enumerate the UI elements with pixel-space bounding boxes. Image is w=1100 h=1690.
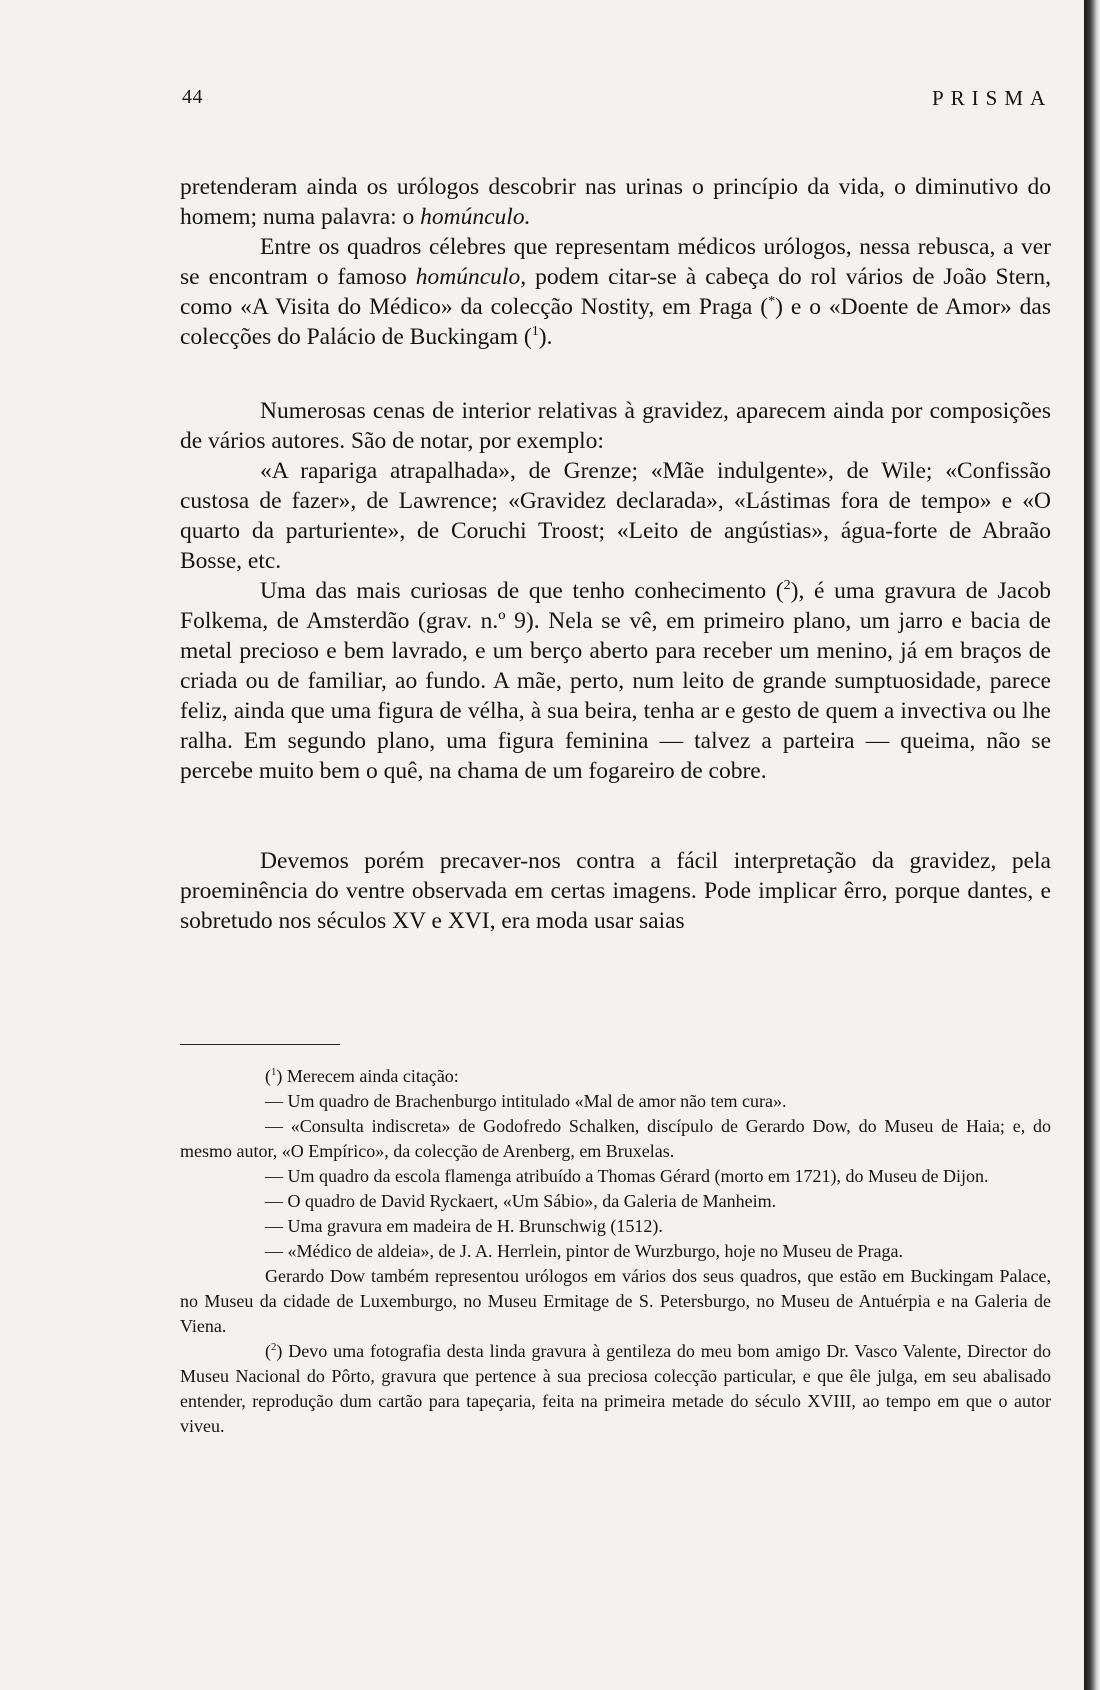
paragraph-2-text-c: ) e o «Doente de Amor» das colecções do Palácio de Buckingam ( xyxy=(180,294,1051,350)
page-number: 44 xyxy=(182,86,203,108)
footnote-1-intro: ($^1$) Merecem ainda citação: xyxy=(265,1066,459,1086)
running-title: PRISMA xyxy=(932,86,1053,110)
paragraph-2-text-a: Entre os quadros célebres que representam médicos urólogos, nessa rebusca, a ver se encontram o famoso xyxy=(180,234,1051,290)
asterisk-reference: * xyxy=(768,293,776,310)
footnote-2: ($^2$) Devo uma fotografia desta linda gravura à gentileza do meu bom amigo Dr. Vasco Valente, Director do Museu Nacional do Pôrto, gravura que pertence à sua preciosa colecção particular, e que êle julga, em seu abalisado entender, reprodução dum cartão para tapeçaria, feita na primeira metade do século XVIII, ao tempo em que o autor viveu. xyxy=(180,1341,1051,1436)
footnote-reference-2: 2 xyxy=(783,577,791,594)
page-binding-edge xyxy=(1084,0,1100,1690)
paragraph-4: «A rapariga atrapalhada», de Grenze; «Mãe indulgente», de Wile; «Confissão custosa de fazer», de Lawrence; «Gravidez declarada», «Lástimas fora de tempo» e «O quarto da parturiente», de Coruchi Troost; «Leito de angústias», água-forte de Abraão Bosse, etc. xyxy=(180,458,1051,574)
paragraph-2-italic: homúnculo, xyxy=(415,264,527,290)
footnote-1-item: — «Consulta indiscreta» de Godofredo Schalken, discípulo de Gerardo Dow, do Museu de Haia; e, do mesmo autor, «O Empírico», da colecção de Arenberg, em Bruxelas. xyxy=(180,1116,1051,1161)
paragraph-6: Devemos porém precaver-nos contra a fácil interpretação da gravidez, pela proeminência do ventre observada em certas imagens. Pode implicar êrro, porque dantes, e sobretudo nos séculos XV e XVI, era moda usar saias xyxy=(180,848,1051,934)
footnotes xyxy=(180,1064,1051,1439)
footnote-1-item: — O quadro de David Ryckaert, «Um Sábio», da Galeria de Manheim. xyxy=(265,1191,777,1211)
paragraph-1-italic: homúnculo. xyxy=(420,204,531,230)
paragraph-5-text-b: ), é uma gravura de Jacob Folkema, de Amsterdão (grav. n.º 9). Nela se vê, em primeiro plano, um jarro e bacia de metal precioso e bem lavrado, e um berço aberto para receber um menino, já em braços de criada ou de familiar, ao fundo. A mãe, perto, num leito de grande sumptuosidade, parece feliz, ainda que uma figura de vélha, à sua beira, tenha ar e gesto de quem a invectiva ou lhe ralha. Em segundo plano, uma figura feminina — talvez a parteira — queima, não se percebe muito bem o quê, na chama de um fogareiro de cobre. xyxy=(180,578,1051,784)
footnote-1-item: — Um quadro de Brachenburgo intitulado «Mal de amor não tem cura». xyxy=(265,1091,787,1111)
body-text xyxy=(180,172,1051,936)
footnote-1-item: — Um quadro da escola flamenga atribuído a Thomas Gérard (morto em 1721), do Museu de Dijon. xyxy=(265,1166,989,1186)
paragraph-2 xyxy=(180,232,1051,352)
footnote-1-item: — «Médico de aldeia», de J. A. Herrlein, pintor de Wurzburgo, hoje no Museu de Praga. xyxy=(265,1241,903,1261)
footnote-1-item: Gerardo Dow também representou urólogos em vários dos seus quadros, que estão em Buckingam Palace, no Museu da cidade de Luxemburgo, no Museu Ermitage de S. Petersburgo, no Museu de Antuérpia e na Galeria de Viena. xyxy=(180,1266,1051,1336)
paragraph-1-text: pretenderam ainda os urólogos descobrir nas urinas o princípio da vida, o diminutivo do homem; numa palavra: o xyxy=(180,174,1051,230)
paragraph-1 xyxy=(180,172,1051,232)
footnote-divider xyxy=(180,1044,340,1045)
paragraph-3: Numerosas cenas de interior relativas à gravidez, aparecem ainda por composições de vários autores. São de notar, por exemplo: xyxy=(180,398,1051,454)
paragraph-2-text-d: ). xyxy=(538,324,553,350)
footnote-2-mark: 2 xyxy=(271,1341,277,1353)
paragraph-5 xyxy=(180,576,1051,786)
footnote-2-text: Devo uma fotografia desta linda gravura à gentileza do meu bom amigo Dr. Vasco Valente, Director do Museu Nacional do Pôrto, gravura que pertence à sua preciosa colecção particular, e que êle julga, em seu abalisado entender, reprodução dum cartão para tapeçaria, feita na primeira metade do século XVIII, ao tempo em que o autor viveu. xyxy=(180,1341,1051,1436)
footnote-1-intro-text: Merecem ainda citação: xyxy=(282,1066,459,1086)
footnote-1-item: — Uma gravura em madeira de H. Brunschwig (1512). xyxy=(265,1216,663,1236)
paragraph-2-text-b: podem citar-se à cabeça do rol vários de João Stern, como «A Visita do Médico» da colecção Nostity, em Praga ( xyxy=(180,264,1051,320)
paragraph-5-text-a: Uma das mais curiosas de que tenho conhecimento ( xyxy=(260,578,784,604)
footnote-reference-1: 1 xyxy=(531,323,539,340)
footnote-1-mark: 1 xyxy=(271,1066,277,1078)
